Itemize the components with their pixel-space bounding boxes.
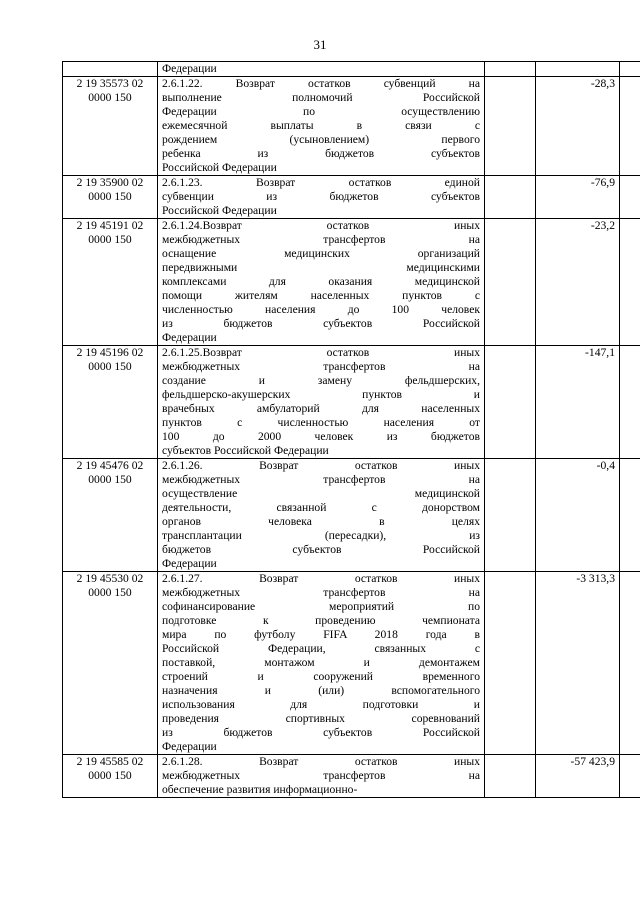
budget-code [63,77,158,176]
budget-code-line: 2 19 35573 02 [76,77,144,90]
description-line: пунктов с численностью населения от [162,416,480,429]
description-line: субвенции из бюджетов субъектов [162,190,480,203]
description-line: врачебных амбулаторий для населенных [162,402,480,415]
budget-code [63,176,158,219]
empty-cell [485,77,536,176]
budget-code-line: 2 19 35900 02 [76,176,144,189]
amount-value: -0,4 [536,459,620,572]
budget-code-line: 0000 150 [88,91,132,104]
description-line: фельдшерско-акушерских пунктов и [162,388,480,401]
description-line: строений и сооружений временного [162,670,480,683]
description-line: ребенка из бюджетов субъектов [162,147,480,160]
description-line: ежемесячной выплаты в связи с [162,119,480,132]
description-line: осуществление медицинской [162,487,480,500]
description-line: помощи жителям населенных пунктов с [162,289,480,302]
description-line: рождением (усыновлением) первого [162,133,480,146]
table-row [63,572,640,755]
description-line: субъектов Российской Федерации [162,444,329,457]
description-line: органов человека в целях [162,515,480,528]
description-line: оснащение медицинских организаций [162,247,480,260]
budget-code-line: 0000 150 [88,473,132,486]
description-line: назначения и (или) вспомогательного [162,684,480,697]
budget-code-line: 0000 150 [88,769,132,782]
table-row [63,176,640,219]
table-row [63,77,640,176]
empty-cell [620,346,640,459]
budget-code-line: 2 19 45530 02 [76,572,144,585]
description-line: межбюджетных трансфертов на [162,586,480,599]
description-line: межбюджетных трансфертов на [162,473,480,486]
amount-value: -57 423,9 [536,755,620,798]
empty-cell [485,346,536,459]
amount-value: -28,3 [536,77,620,176]
description-line: Федерации по осуществлению [162,105,480,118]
budget-code [63,572,158,755]
description-line: межбюджетных трансфертов на [162,360,480,373]
budget-code-line: 2 19 45585 02 [76,755,144,768]
description-line: 2.6.1.24.Возврат остатков иных [162,219,480,232]
description-line: Российской Федерации, связанных с [162,642,480,655]
description-line: из бюджетов субъектов Российской [162,726,480,739]
description-line: мира по футболу FIFA 2018 года в [162,628,480,641]
item-description [158,346,485,459]
budget-code-line: 0000 150 [88,586,132,599]
amount-cell [536,62,620,77]
empty-cell [620,755,640,798]
description-line: Федерации [162,557,217,570]
budget-code-line: 2 19 45191 02 [76,219,144,232]
budget-code-line: 2 19 45476 02 [76,459,144,472]
budget-code [63,219,158,346]
description-line: деятельности, связанной с донорством [162,501,480,514]
description-line: выполнение полномочий Российской [162,91,480,104]
description-line: межбюджетных трансфертов на [162,769,480,782]
table-row [63,219,640,346]
description-line: бюджетов субъектов Российской [162,543,480,556]
empty-cell [485,459,536,572]
description-line: трансплантации (пересадки), из [162,529,480,542]
page-number: 31 [313,37,327,52]
budget-table [62,61,640,798]
budget-code-line: 0000 150 [88,360,132,373]
empty-cell [620,572,640,755]
description-line: 2.6.1.27. Возврат остатков иных [162,572,480,585]
description-line: создание и замену фельдшерских, [162,374,480,387]
description-line: 2.6.1.22. Возврат остатков субвенций на [162,77,480,90]
table-row [63,755,640,798]
description-line: передвижными медицинскими [162,261,480,274]
description-line: 2.6.1.28. Возврат остатков иных [162,755,480,768]
empty-cell [620,62,640,77]
empty-cell [620,219,640,346]
description-line: 2.6.1.23. Возврат остатков единой [162,176,480,189]
description-line: комплексами для оказания медицинской [162,275,480,288]
empty-cell [620,459,640,572]
item-description [158,459,485,572]
empty-cell [485,62,536,77]
empty-cell [620,176,640,219]
description-line: из бюджетов субъектов Российской [162,317,480,330]
description-line: Российской Федерации [162,204,277,217]
description-line: поставкой, монтажом и демонтажем [162,656,480,669]
item-description [158,572,485,755]
code-cell [63,62,158,77]
budget-code-line: 0000 150 [88,190,132,203]
empty-cell [620,77,640,176]
description-line: обеспечение развития информационно- [162,783,358,796]
budget-code-line: 0000 150 [88,233,132,246]
description-line: 2.6.1.25.Возврат остатков иных [162,346,480,359]
description-line: численностью населения до 100 человек [162,303,480,316]
empty-cell [485,755,536,798]
description-line: 2.6.1.26. Возврат остатков иных [162,459,480,472]
empty-cell [485,572,536,755]
empty-cell [485,219,536,346]
amount-value: -76,9 [536,176,620,219]
amount-value: -23,2 [536,219,620,346]
table-row [63,459,640,572]
item-description [158,176,485,219]
description-line: использования для подготовки и [162,698,480,711]
budget-code-line: 2 19 45196 02 [76,346,144,359]
description-line: Федерации [162,740,217,753]
budget-code [63,755,158,798]
item-description [158,755,485,798]
item-description [158,219,485,346]
budget-code [63,346,158,459]
description-line: Федерации [162,331,217,344]
carryover-text: Федерации [158,62,485,77]
amount-value: -147,1 [536,346,620,459]
description-line: межбюджетных трансфертов на [162,233,480,246]
amount-value: -3 313,3 [536,572,620,755]
description-line: 100 до 2000 человек из бюджетов [162,430,480,443]
description-line: подготовке к проведению чемпионата [162,614,480,627]
empty-cell [485,176,536,219]
table-row [63,346,640,459]
table-row-carryover [63,62,640,77]
description-line: Российской Федерации [162,161,277,174]
item-description [158,77,485,176]
description-line: проведения спортивных соревнований [162,712,480,725]
budget-code [63,459,158,572]
description-line: софинансирование мероприятий по [162,600,480,613]
